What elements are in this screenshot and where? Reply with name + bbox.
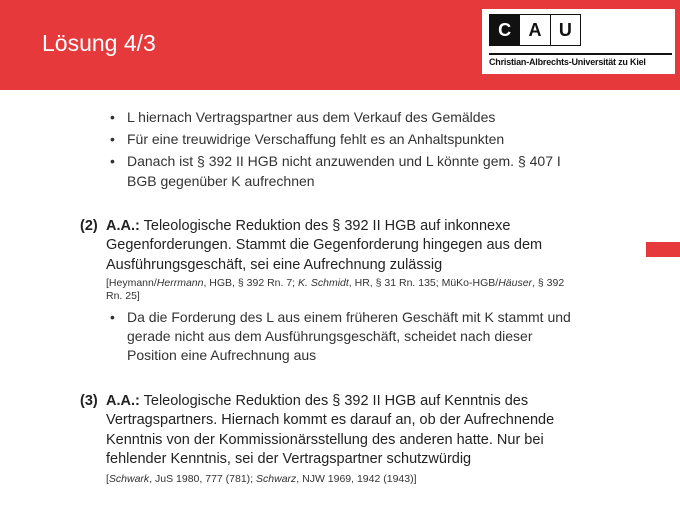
section-3-line-2: Vertragspartners. Hiernach kommt es darauf an, ob der Aufrechnende bbox=[106, 412, 555, 428]
list-item: • Für eine treuwidrige Verschaffung fehlt es an Anhaltspunkten bbox=[110, 131, 505, 147]
section-3-line-1: (3) A.A.: Teleologische Reduktion des § 392 II HGB auf Kenntnis des bbox=[80, 393, 529, 409]
university-logo bbox=[482, 9, 675, 74]
logo-letter-u: U bbox=[558, 19, 572, 40]
logo-letter-a: A bbox=[520, 15, 550, 45]
logo-university-name: Christian-Albrechts-Universität zu Kiel bbox=[489, 53, 672, 67]
logo-letter-c: C bbox=[490, 15, 520, 45]
section-2-line-3: Ausführungsgeschäft, sei eine Aufrechnung zulässig bbox=[106, 257, 443, 273]
section-2-line-1: (2) A.A.: Teleologische Reduktion des § 392 II HGB auf inkonnexe bbox=[80, 218, 511, 234]
list-item-continuation: Position eine Aufrechnung aus bbox=[127, 347, 317, 363]
logo-letters bbox=[489, 14, 581, 46]
page-title: Lösung 4/3 bbox=[42, 30, 156, 56]
section-3-citation: [Schwark, JuS 1980, 777 (781); Schwarz, NJW 1969, 1942 (1943)] bbox=[106, 473, 417, 485]
title-bar bbox=[0, 0, 680, 90]
section-3-line-3: Kenntnis von der Kommissionärsstellung des anderen hatte. Nur bei bbox=[106, 432, 544, 448]
list-item: • Danach ist § 392 II HGB nicht anzuwenden und L könnte gem. § 407 I bbox=[110, 153, 561, 169]
section-2-citation-2: Rn. 25] bbox=[106, 290, 140, 302]
list-item: • Da die Forderung des L aus einem früheren Geschäft mit K stammt und bbox=[110, 309, 571, 325]
list-item: • L hiernach Vertragspartner aus dem Verkauf des Gemäldes bbox=[110, 109, 496, 125]
list-item-continuation: gerade nicht aus dem Ausführungsgeschäft, scheidet nach dieser bbox=[127, 328, 533, 344]
section-2-citation-1: [Heymann/Herrmann, HGB, § 392 Rn. 7; K. Schmidt, HR, § 31 Rn. 135; MüKo-HGB/Häuser, § 392 bbox=[106, 277, 565, 289]
list-item-continuation: BGB gegenüber K aufrechnen bbox=[127, 173, 315, 189]
section-2-line-2: Gegenforderungen. Stammt die Gegenforderung hingegen aus dem bbox=[106, 237, 543, 253]
section-3-line-4: fehlender Kenntnis, sei der Vertragspartner schutzwürdig bbox=[106, 451, 472, 467]
accent-marker bbox=[646, 242, 680, 257]
